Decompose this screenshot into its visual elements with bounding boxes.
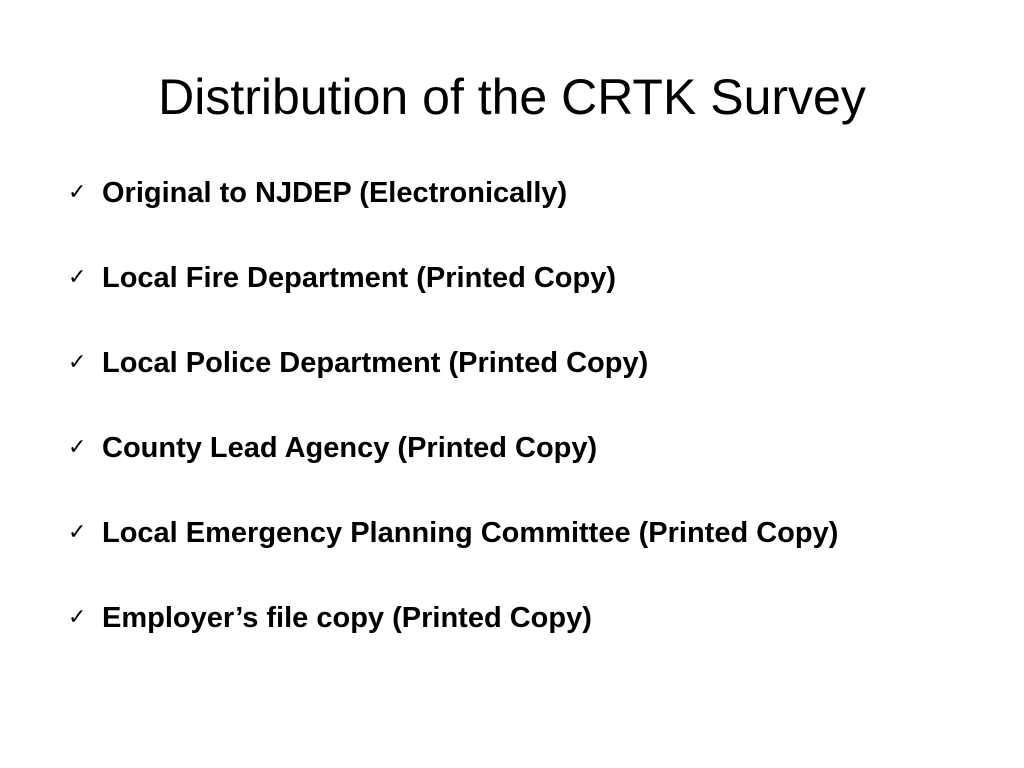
check-icon: ✓ — [68, 435, 87, 460]
check-icon: ✓ — [68, 350, 87, 375]
check-icon: ✓ — [68, 520, 87, 545]
check-icon: ✓ — [68, 605, 87, 630]
bullet-list — [68, 176, 948, 686]
bullet-item — [68, 261, 948, 295]
bullet-text: County Lead Agency (Printed Copy) — [102, 432, 598, 464]
bullet-item — [68, 516, 948, 550]
bullet-item — [68, 431, 948, 465]
bullet-text: Local Fire Department (Printed Copy) — [102, 262, 617, 294]
bullet-text: Local Emergency Planning Committee (Printed Copy) — [102, 517, 839, 549]
bullet-text: Local Police Department (Printed Copy) — [102, 347, 649, 379]
bullet-item — [68, 601, 948, 635]
check-icon: ✓ — [68, 265, 87, 290]
bullet-text: Original to NJDEP (Electronically) — [102, 177, 568, 209]
slide-title: Distribution of the CRTK Survey — [158, 69, 866, 125]
bullet-item — [68, 346, 948, 380]
bullet-item — [68, 176, 948, 210]
check-icon: ✓ — [68, 180, 87, 205]
bullet-text: Employer’s file copy (Printed Copy) — [102, 602, 592, 634]
